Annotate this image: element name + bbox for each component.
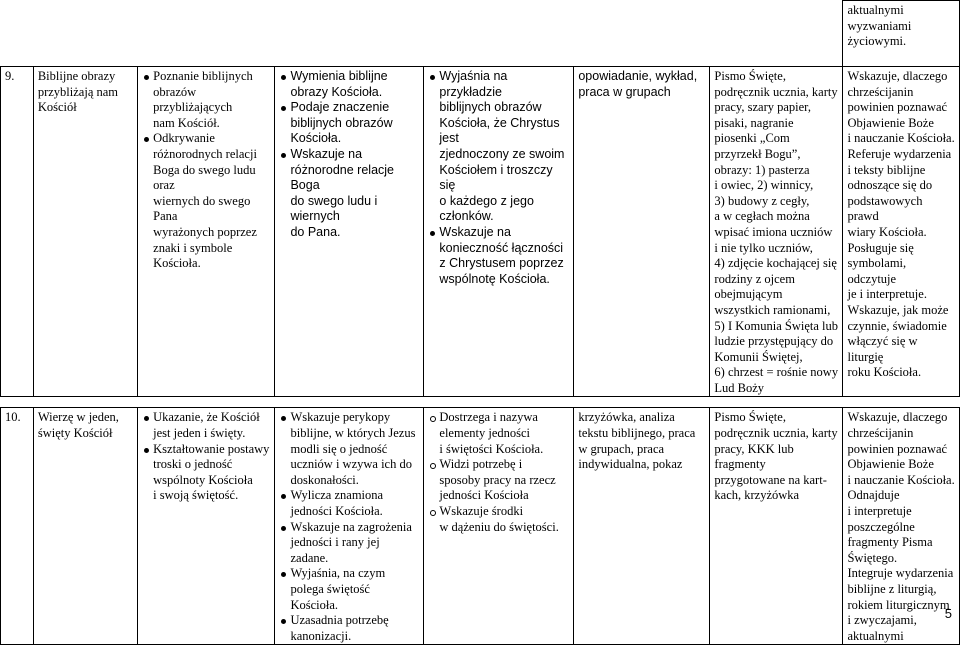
text-line: i owiec, 2) winnicy, <box>714 178 814 193</box>
text-line: Widzi potrzebę i <box>439 457 523 472</box>
lesson-skills <box>424 408 574 645</box>
text-line: wpisać imiona uczniów <box>714 224 833 239</box>
text-line: pisaki, nagranie <box>714 115 794 130</box>
text-line: krzyżówka, analiza <box>578 410 675 425</box>
list-item <box>142 442 270 504</box>
list-item <box>279 100 419 147</box>
text-line: aktualnymi <box>847 628 904 643</box>
text-line: doskonałości. <box>290 472 359 487</box>
text-line: podręcznik ucznia, karty <box>714 84 838 99</box>
list-item <box>142 131 270 271</box>
text-line: Kościołem i troszczy się <box>439 162 553 193</box>
text-line: nam Kościół. <box>153 115 220 130</box>
text-line: Ukazanie, że Kościół <box>153 410 260 425</box>
lesson-remarks <box>843 67 960 397</box>
text-line: indywidualna, pokaz <box>578 457 683 472</box>
text-line: modli się o jedność <box>290 441 388 456</box>
list-item <box>279 488 419 519</box>
text-line: wspólnoty Kościoła <box>153 472 253 487</box>
text-line: obrazów przybliżających <box>153 84 233 115</box>
text-line: Odkrywanie <box>153 131 215 146</box>
lesson-row-9 <box>1 67 960 397</box>
text-line: Pismo Święte, <box>714 69 786 83</box>
list-item <box>428 225 569 287</box>
text-line: włączyć się w liturgię <box>847 334 918 364</box>
text-line: w dążeniu do świętości. <box>439 519 559 534</box>
text-line: biblijnych obrazów <box>439 100 542 115</box>
text-line: do swego ludu i wiernych <box>290 193 378 224</box>
text-line: i zwyczajami, <box>847 613 917 628</box>
list-item <box>279 147 419 241</box>
text-line: biblijne z liturgią, <box>847 582 937 596</box>
text-line: pracy, KKK lub <box>714 441 794 456</box>
text-line: aktualnymi <box>847 3 904 17</box>
list-item <box>142 69 270 131</box>
text-line: przybliżają nam <box>37 84 119 99</box>
text-line: podstawowych prawd <box>847 193 923 224</box>
text-line: i nauczanie Kościoła. <box>847 472 955 487</box>
text-line: jest jeden i święty. <box>153 426 246 441</box>
text-line: rokiem liturgicznym <box>847 597 950 612</box>
list-item <box>279 410 419 488</box>
text-line: Biblijne obrazy <box>37 69 116 83</box>
text-line: różnorodne relacje Boga <box>290 162 395 193</box>
text-line: Posługuje się <box>847 240 914 255</box>
text-line: o każdego z jego <box>439 193 534 208</box>
lesson-knowledge <box>275 67 424 397</box>
text-line: jedności Kościoła. <box>290 504 383 519</box>
text-line: ludzie przystępujący do <box>714 334 834 349</box>
text-line: konieczność łączności <box>439 240 564 255</box>
text-line: biblijne, w których Jezus <box>290 426 416 441</box>
row-spacer <box>1 397 960 408</box>
continuation-row <box>1 1 960 67</box>
text-line: wszystkich ramionami, <box>714 302 831 317</box>
lesson-number: 9. <box>1 67 34 397</box>
text-line: Pismo Święte, <box>714 410 786 425</box>
text-line: zjednoczony ze swoim <box>439 146 565 161</box>
text-line: Komunii Świętej, <box>714 349 803 364</box>
text-line: chrześcijanin <box>847 84 914 99</box>
text-line: Wskazuje, jak może <box>847 302 949 317</box>
text-line: sposoby pracy na rzecz <box>439 472 556 487</box>
text-line: Wskazuje środki <box>439 504 524 519</box>
lesson-row-10 <box>1 408 960 645</box>
text-line: przyrzekł Bogu”, <box>714 146 801 161</box>
text-line: Wskazuje na <box>439 224 511 239</box>
text-line: poszczególne <box>847 519 915 534</box>
text-line: polega świętość Kościoła. <box>290 582 370 612</box>
text-line: i świętości Kościoła. <box>439 441 544 456</box>
list-item <box>428 504 569 535</box>
text-line: i swoją świętość. <box>153 488 239 503</box>
text-line: jedności i rany jej zadane. <box>290 535 380 565</box>
lesson-topic <box>33 67 137 397</box>
text-line: znaki i symbole <box>153 240 233 255</box>
lesson-methods <box>574 67 710 397</box>
text-line: wyzwaniami <box>847 18 912 33</box>
text-line: Kościół <box>37 100 77 115</box>
continuation-remarks <box>847 3 955 50</box>
text-line: Kościoła. <box>153 256 201 271</box>
text-line: biblijnych obrazów <box>290 115 393 130</box>
text-line: Uzasadnia potrzebę <box>290 613 389 628</box>
text-line: powinien poznawać <box>847 100 948 115</box>
text-line: do Pana. <box>290 224 341 239</box>
text-line: jedności Kościoła <box>439 488 529 503</box>
text-line: 3) budowy z cegły, <box>714 193 810 208</box>
text-line: i nauczanie Kościoła. <box>847 131 955 146</box>
text-line: życiowymi. <box>847 34 907 49</box>
page-number: 5 <box>944 606 952 621</box>
text-line: święty Kościół <box>37 426 113 441</box>
list-item <box>279 69 419 100</box>
list-item <box>428 457 569 504</box>
text-line: je i interpretuje. <box>847 287 927 302</box>
text-line: wiary Kościoła. <box>847 224 927 239</box>
text-line: pracy, szary papier, <box>714 100 811 115</box>
text-line: Wierzę w jeden, <box>37 410 119 425</box>
text-line: tekstu biblijnego, praca <box>578 426 696 441</box>
text-line: Integruje wydarzenia <box>847 566 954 581</box>
text-line: Wskazuje na <box>290 146 363 161</box>
text-line: troski o jedność <box>153 457 233 472</box>
text-line: Świętego. <box>847 550 898 565</box>
text-line: i teksty biblijne <box>847 162 926 177</box>
text-line: 6) chrzest = rośnie nowy <box>714 365 839 380</box>
text-line: Kościoła, że Chrystus jest <box>439 115 560 146</box>
text-line: obejmującym <box>714 287 783 302</box>
lesson-skills <box>424 67 574 397</box>
text-line: Objawienie Boże <box>847 115 934 130</box>
text-line: a w cegłach można <box>714 209 810 224</box>
text-line: wiernych do swego Pana <box>153 193 251 224</box>
text-line: chrześcijanin <box>847 426 914 441</box>
lesson-methods <box>574 408 710 645</box>
text-line: Boga do swego ludu oraz <box>153 162 256 193</box>
text-line: Referuje wydarzenia <box>847 146 952 161</box>
text-line: Kształtowanie postawy <box>153 441 270 456</box>
lesson-materials <box>710 408 843 645</box>
text-line: uczniów i wzywa ich do <box>290 457 412 472</box>
text-line: roku Kościoła. <box>847 365 922 380</box>
text-line: elementy jedności <box>439 426 531 441</box>
text-line: wyrażonych poprzez <box>153 224 257 239</box>
text-line: piosenki „Com <box>714 131 790 146</box>
text-line: fragmenty <box>714 457 766 472</box>
text-line: obrazy Kościoła. <box>290 84 383 99</box>
text-line: przygotowane na kart- <box>714 472 827 487</box>
text-line: podręcznik ucznia, karty <box>714 426 838 441</box>
text-line: wspólnotę Kościoła. <box>439 271 550 286</box>
text-line: kach, krzyżówka <box>714 488 800 503</box>
text-line: Wyjaśnia na przykładzie <box>439 69 508 99</box>
lesson-knowledge <box>275 408 424 645</box>
lesson-goals <box>138 408 275 645</box>
text-line: Objawienie Boże <box>847 457 934 472</box>
continuation-remarks-cell <box>843 1 960 67</box>
text-line: Poznanie biblijnych <box>153 69 253 83</box>
text-line: opowiadanie, wykład, <box>578 69 698 83</box>
text-line: 5) I Komunia Święta lub <box>714 318 838 333</box>
text-line: praca w grupach <box>578 84 671 99</box>
text-line: 4) zdjęcie kochającej się <box>714 256 837 271</box>
text-line: i nie tylko uczniów, <box>714 240 813 255</box>
text-line: Wyjaśnia, na czym <box>290 566 386 581</box>
text-line: Wskazuje na zagrożenia <box>290 519 412 534</box>
text-line: Wskazuje perykopy <box>290 410 391 425</box>
text-line: rodziny z ojcem <box>714 271 795 286</box>
text-line: czynnie, świadomie <box>847 318 947 333</box>
text-line: i interpretuje <box>847 504 912 519</box>
text-line: w grupach, praca <box>578 441 665 456</box>
list-item <box>279 613 419 644</box>
text-line: Wskazuje, dlaczego <box>847 410 948 425</box>
text-line: Wylicza znamiona <box>290 488 384 503</box>
list-item <box>142 410 270 441</box>
lesson-goals <box>138 67 275 397</box>
list-item <box>279 566 419 613</box>
text-line: obrazy: 1) pasterza <box>714 162 810 177</box>
text-line: Lud Boży <box>714 380 765 395</box>
lesson-topic <box>33 408 137 645</box>
text-line: Dostrzega i nazywa <box>439 410 538 425</box>
text-line: powinien poznawać <box>847 441 948 456</box>
text-line: Wskazuje, dlaczego <box>847 69 948 83</box>
lesson-materials <box>710 67 843 397</box>
list-item <box>279 520 419 567</box>
text-line: fragmenty Pisma <box>847 535 933 550</box>
text-line: Kościoła. <box>290 131 342 146</box>
list-item <box>428 69 569 225</box>
text-line: z Chrystusem poprzez <box>439 256 564 271</box>
text-line: kanonizacji. <box>290 628 352 643</box>
text-line: Wymienia biblijne <box>290 69 388 83</box>
text-line: odnoszące się do <box>847 178 933 193</box>
text-line: członków. <box>439 209 494 224</box>
text-line: symbolami, odczytuje <box>847 256 907 286</box>
text-line: różnorodnych relacji <box>153 146 257 161</box>
list-item <box>428 410 569 457</box>
lesson-remarks <box>843 408 960 645</box>
text-line: Podaje znaczenie <box>290 100 390 115</box>
text-line: Odnajduje <box>847 488 900 503</box>
lesson-number: 10. <box>1 408 34 645</box>
